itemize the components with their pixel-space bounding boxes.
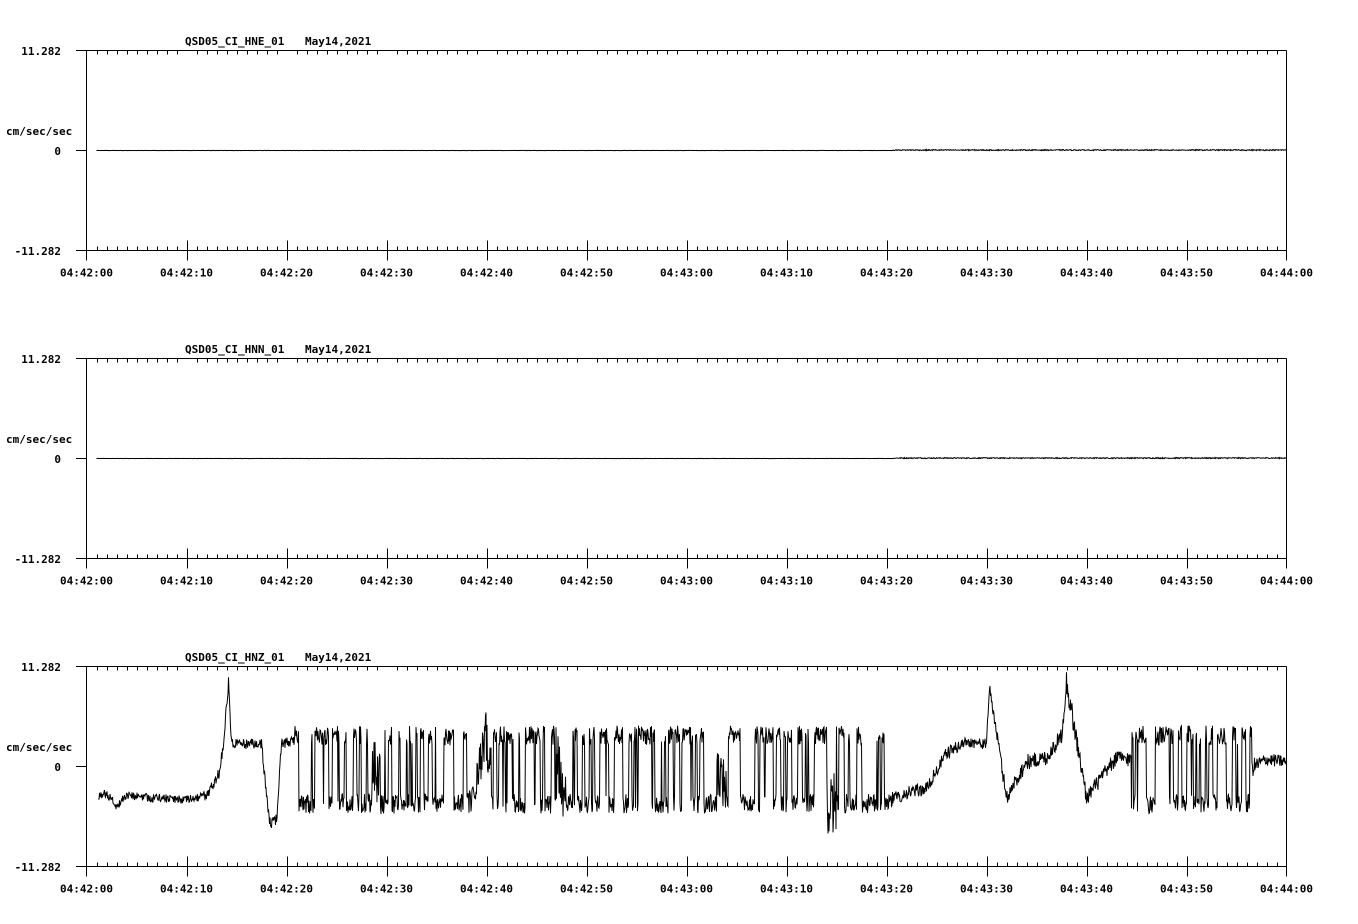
x-tick-labels	[60, 575, 1313, 588]
y-max-label: 11.282	[21, 45, 61, 58]
x-tick-label: 04:44:00	[1260, 266, 1313, 280]
x-tick-label: 04:42:20	[260, 574, 313, 588]
x-tick-label: 04:42:40	[460, 574, 513, 588]
axes	[76, 667, 1287, 877]
x-tick-label: 04:44:00	[1260, 882, 1313, 896]
x-tick-label: 04:43:10	[760, 266, 813, 280]
x-tick-label: 04:42:50	[560, 882, 613, 896]
x-tick-label: 04:42:20	[260, 266, 313, 280]
x-tick-label: 04:42:50	[560, 574, 613, 588]
x-tick-label: 04:42:30	[360, 266, 413, 280]
panel-title-station: QSD05_CI_HNN_01	[185, 343, 285, 356]
x-tick-label: 04:43:20	[860, 882, 913, 896]
x-tick-label: 04:43:50	[1160, 882, 1213, 896]
x-tick-label: 04:43:00	[660, 266, 713, 280]
x-tick-label: 04:42:00	[60, 882, 113, 896]
panel-title-date: May14,2021	[305, 35, 372, 48]
x-tick-labels	[60, 267, 1313, 280]
x-tick-label: 04:43:40	[1060, 882, 1113, 896]
panel-hne	[6, 35, 1313, 280]
y-min-label: -11.282	[14, 861, 61, 874]
x-tick-label: 04:43:30	[960, 266, 1013, 280]
x-tick-label: 04:42:10	[160, 574, 213, 588]
axes	[76, 359, 1287, 569]
axes	[76, 51, 1287, 261]
waveform-trace	[97, 458, 1287, 459]
x-tick-label: 04:43:40	[1060, 574, 1113, 588]
x-tick-label: 04:43:30	[960, 574, 1013, 588]
panel-title-date: May14,2021	[305, 343, 372, 356]
x-tick-label: 04:42:00	[60, 266, 113, 280]
waveform-trace	[97, 150, 1287, 151]
x-tick-label: 04:43:00	[660, 882, 713, 896]
x-tick-label: 04:43:10	[760, 574, 813, 588]
x-tick-label: 04:43:40	[1060, 266, 1113, 280]
y-zero-label: 0	[54, 761, 61, 774]
y-max-label: 11.282	[21, 661, 61, 674]
x-tick-label: 04:42:20	[260, 882, 313, 896]
x-tick-label: 04:43:50	[1160, 574, 1213, 588]
x-tick-label: 04:42:30	[360, 882, 413, 896]
y-zero-label: 0	[54, 145, 61, 158]
panel-hnz	[6, 651, 1313, 896]
x-tick-label: 04:43:00	[660, 574, 713, 588]
y-axis-label: cm/sec/sec	[6, 741, 73, 754]
x-tick-label: 04:42:10	[160, 882, 213, 896]
x-tick-label: 04:42:30	[360, 574, 413, 588]
panel-title-station: QSD05_CI_HNZ_01	[185, 651, 285, 664]
y-min-label: -11.282	[14, 553, 61, 566]
y-min-label: -11.282	[14, 245, 61, 258]
y-axis-label: cm/sec/sec	[6, 433, 73, 446]
x-tick-label: 04:42:40	[460, 266, 513, 280]
x-tick-label: 04:42:50	[560, 266, 613, 280]
x-tick-label: 04:43:20	[860, 266, 913, 280]
x-tick-label: 04:43:20	[860, 574, 913, 588]
x-tick-labels	[60, 883, 1313, 896]
x-tick-label: 04:42:10	[160, 266, 213, 280]
x-tick-label: 04:43:50	[1160, 266, 1213, 280]
x-tick-label: 04:43:10	[760, 882, 813, 896]
panel-title-station: QSD05_CI_HNE_01	[185, 35, 285, 48]
waveform-trace	[99, 672, 1287, 833]
x-tick-label: 04:42:00	[60, 574, 113, 588]
y-zero-label: 0	[54, 453, 61, 466]
y-axis-label: cm/sec/sec	[6, 125, 73, 138]
x-tick-label: 04:44:00	[1260, 574, 1313, 588]
panel-title-date: May14,2021	[305, 651, 372, 664]
y-max-label: 11.282	[21, 353, 61, 366]
x-tick-label: 04:42:40	[460, 882, 513, 896]
x-tick-label: 04:43:30	[960, 882, 1013, 896]
panel-hnn	[6, 343, 1313, 588]
